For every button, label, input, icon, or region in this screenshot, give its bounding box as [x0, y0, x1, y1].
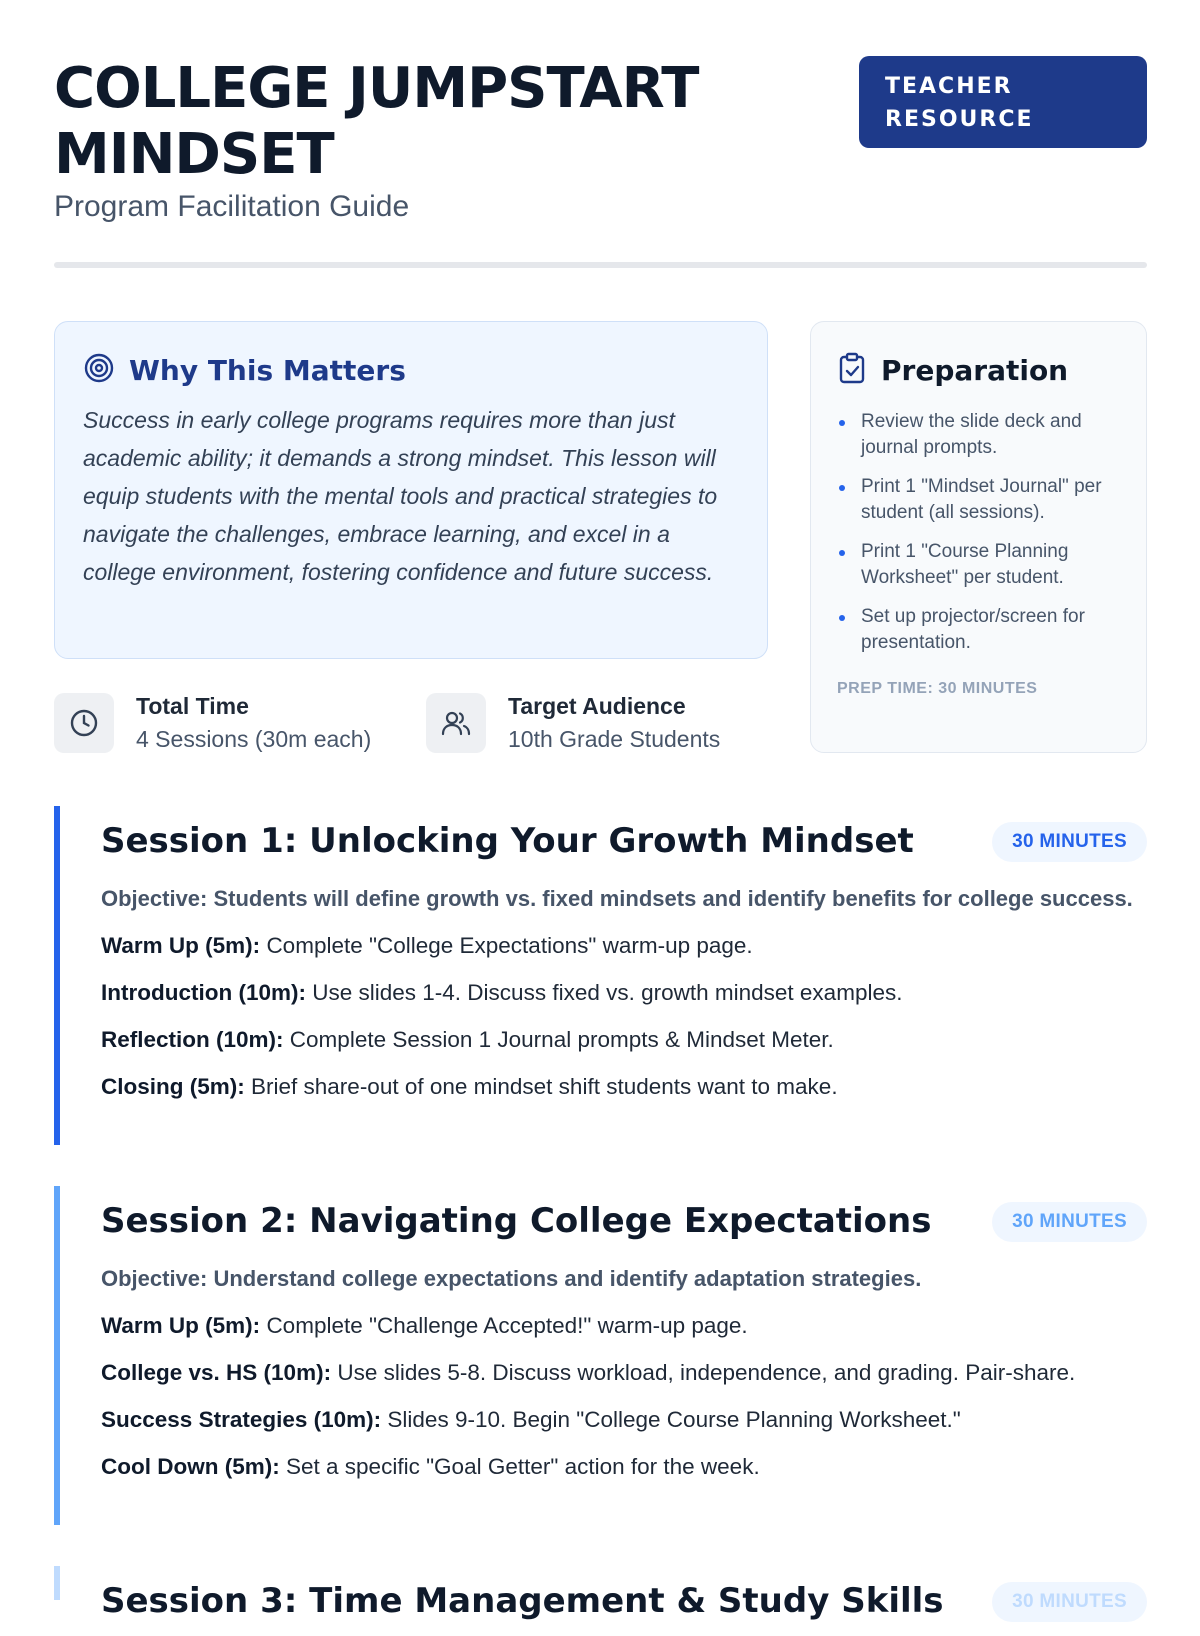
session-3: [54, 1566, 1147, 1621]
total-time-value: 4 Sessions (30m each): [136, 726, 372, 752]
duration-badge: 30 MINUTES: [992, 822, 1147, 862]
why-description: Success in early college programs requires more than just academic ability; it demands a strong mindset. This lesson will equip students with the mental tools and practical strategies to navigate the challenges, embrace learning, and excel in a college environment, fostering confidence and future success.: [83, 407, 718, 585]
preparation-item: Print 1 "Mindset Journal" per student (all sessions).: [837, 474, 1120, 526]
duration-badge: 30 MINUTES: [992, 1202, 1147, 1242]
session-step: Cool Down (5m): Set a specific "Goal Getter" action for the week.: [101, 1454, 760, 1479]
session-title: Session 3: Time Management & Study Skills: [101, 1581, 944, 1621]
preparation-card: [810, 321, 1147, 753]
session-step: Warm Up (5m): Complete "Challenge Accepted!" warm-up page.: [101, 1313, 748, 1338]
total-time-info: [54, 690, 371, 756]
target-audience-value: 10th Grade Students: [508, 726, 721, 752]
preparation-item: Review the slide deck and journal prompts.: [837, 409, 1120, 461]
teacher-resource-badge: TEACHER RESOURCE: [859, 56, 1147, 148]
clock-icon: [54, 693, 114, 753]
session-step: Reflection (10m): Complete Session 1 Journal prompts & Mindset Meter.: [101, 1027, 834, 1052]
session-objective: Objective: Students will define growth vs. fixed mindsets and identify benefits for college success.: [101, 886, 1133, 911]
session-accent-bar: [54, 1566, 60, 1600]
clipboard-check-icon: [837, 352, 867, 389]
total-time-label: Total Time: [136, 693, 249, 719]
session-step: Warm Up (5m): Complete "College Expectations" warm-up page.: [101, 933, 753, 958]
session-objective: Objective: Understand college expectations and identify adaptation strategies.: [101, 1266, 922, 1291]
session-1: [54, 806, 1147, 1145]
preparation-list: [837, 409, 1120, 656]
target-audience-info: [426, 690, 720, 756]
preparation-item: Set up projector/screen for presentation.: [837, 604, 1120, 656]
session-step: Success Strategies (10m): Slides 9-10. Begin "College Course Planning Worksheet.": [101, 1407, 961, 1432]
page-header: [54, 56, 1147, 266]
session-accent-bar: [54, 1186, 60, 1525]
header-divider: [54, 262, 1147, 268]
target-audience-label: Target Audience: [508, 693, 686, 719]
session-step: Closing (5m): Brief share-out of one mindset shift students want to make.: [101, 1074, 838, 1099]
target-icon: [83, 352, 115, 389]
session-accent-bar: [54, 806, 60, 1145]
page-title: COLLEGE JUMPSTART MINDSET: [54, 56, 699, 187]
session-title: Session 1: Unlocking Your Growth Mindset: [101, 821, 914, 861]
page-subtitle: Program Facilitation Guide: [54, 190, 410, 223]
session-step: College vs. HS (10m): Use slides 5-8. Discuss workload, independence, and grading. Pair-share.: [101, 1360, 1076, 1385]
preparation-title: Preparation: [881, 354, 1069, 387]
prep-time: PREP TIME: 30 MINUTES: [837, 680, 1038, 697]
users-icon: [426, 693, 486, 753]
session-2: [54, 1186, 1147, 1525]
why-title: Why This Matters: [129, 354, 406, 387]
session-step: Introduction (10m): Use slides 1-4. Discuss fixed vs. growth mindset examples.: [101, 980, 903, 1005]
why-this-matters-card: [54, 321, 768, 659]
preparation-item: Print 1 "Course Planning Worksheet" per student.: [837, 539, 1120, 591]
session-title: Session 2: Navigating College Expectations: [101, 1201, 932, 1241]
duration-badge: 30 MINUTES: [992, 1582, 1147, 1622]
